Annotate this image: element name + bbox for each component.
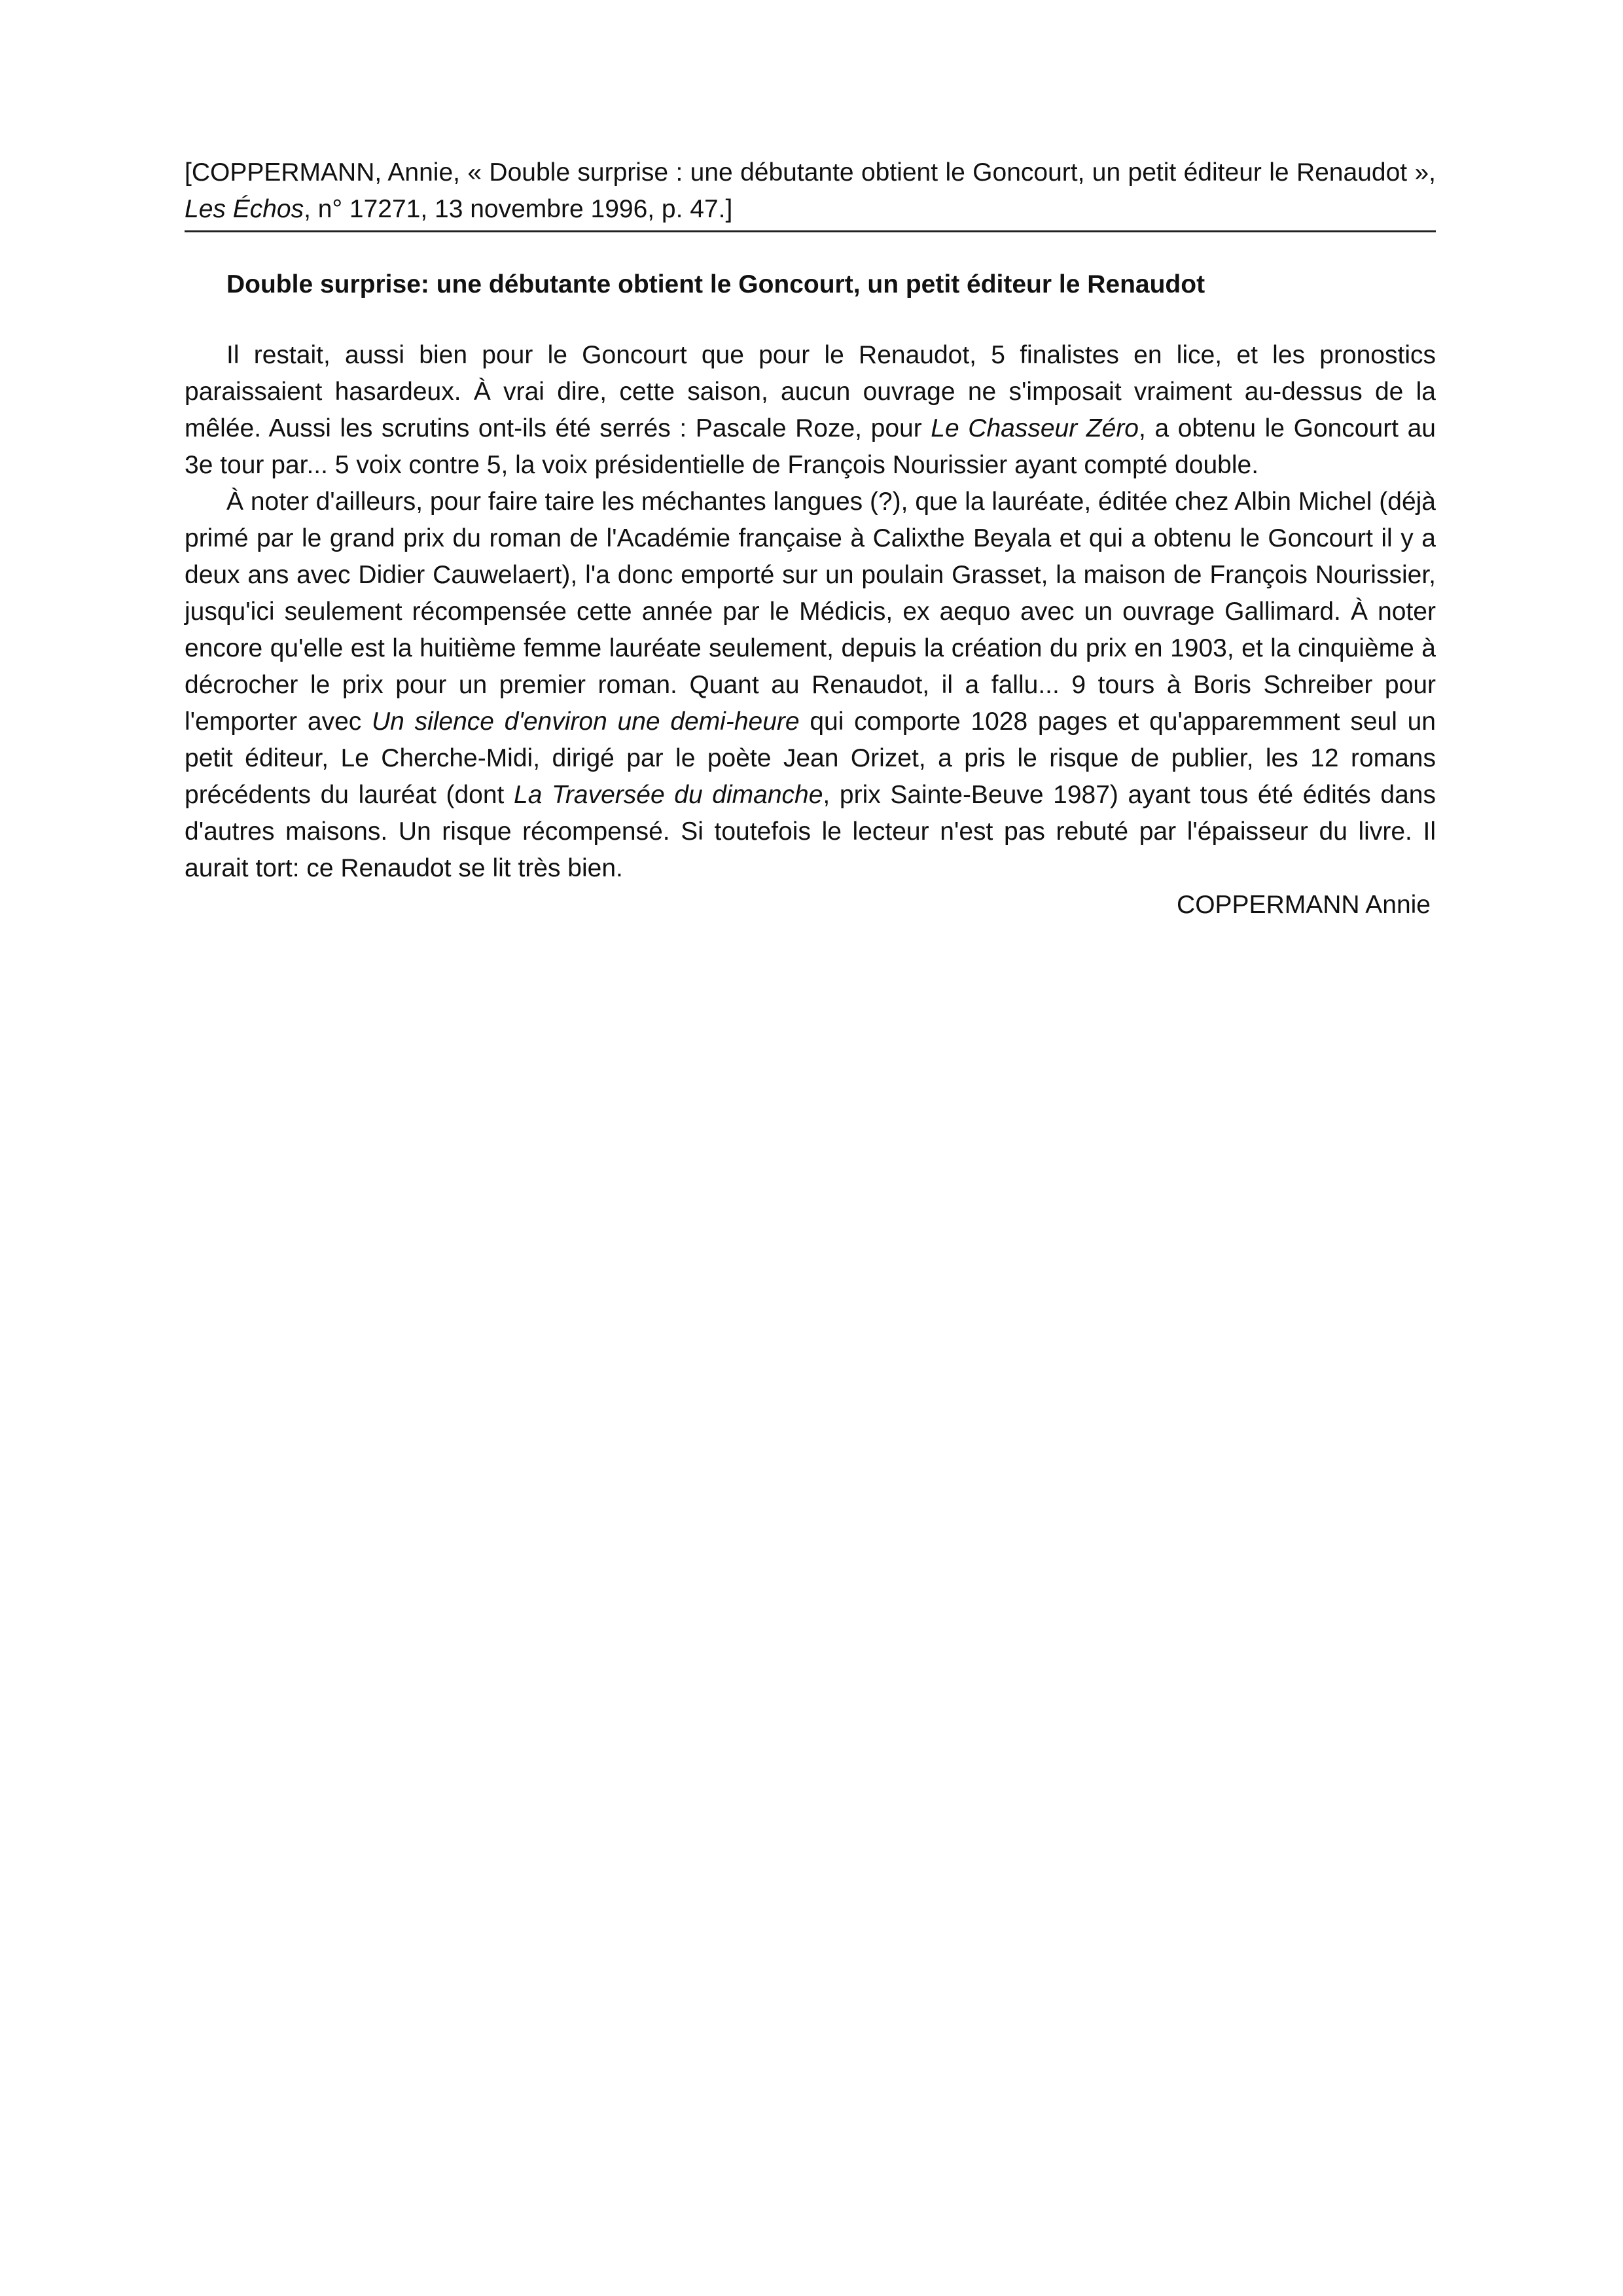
book-title: La Traversée du dimanche	[514, 781, 823, 809]
document-page	[185, 154, 1436, 924]
book-title: Le Chasseur Zéro	[931, 414, 1139, 442]
paragraph-1-text-b: , a obtenu le Goncourt au 3e tour par... 5 voix contre 5, la voix présidentielle de François Nourissier ayant compté double.	[185, 414, 1436, 479]
paragraph-2-text-b: qui comporte 1028 pages et qu'apparemment seul un petit éditeur, Le Cherche-Midi, dirigé par le poète Jean Orizet, a pris le risque de publier, les 12 romans précédents du lauréat (dont	[185, 708, 1436, 809]
citation-text: [COPPERMANN, Annie, « Double surprise : une débutante obtient le Goncourt, un petit éditeur le Renaudot »,	[185, 158, 1436, 187]
citation-header	[185, 154, 1436, 232]
article-title: Double surprise: une débutante obtient le Goncourt, un petit éditeur le Renaudot	[226, 270, 1205, 298]
citation-details: , n° 17271, 13 novembre 1996, p. 47.]	[304, 195, 733, 223]
author-signature: COPPERMANN Annie	[1177, 891, 1431, 919]
article-body	[185, 337, 1436, 887]
paragraph-2	[185, 484, 1436, 887]
book-title: Un silence d'environ une demi-heure	[372, 708, 800, 736]
paragraph-2-text-c: , prix Sainte-Beuve 1987) ayant tous été édités dans d'autres maisons. Un risque récompensé. Si toutefois le lecteur n'est pas rebuté par l'épaisseur du livre. Il aurait tort: ce Renaudot se lit très bien.	[185, 781, 1436, 882]
paragraph-1-text-a: Il restait, aussi bien pour le Goncourt que pour le Renaudot, 5 finalistes en lice, et les pronostics paraissaient hasardeux. À vrai dire, cette saison, aucun ouvrage ne s'imposait vraiment au-dessus de la mêlée. Aussi les scrutins ont-ils été serrés : Pascale Roze, pour	[185, 341, 1436, 442]
paragraph-1	[185, 337, 1436, 484]
citation-journal: Les Échos	[185, 195, 304, 223]
paragraph-2-text-a: À noter d'ailleurs, pour faire taire les méchantes langues (?), que la lauréate, éditée chez Albin Michel (déjà primé par le grand prix du roman de l'Académie française à Calixthe Beyala et qui a obtenu le Goncourt il y a deux ans avec Didier Cauwelaert), l'a donc emporté sur un poulain Grasset, la maison de François Nourissier, jusqu'ici seulement récompensée cette année par le Médicis, ex aequo avec un ouvrage Gallimard. À noter encore qu'elle est la huitième femme lauréate seulement, depuis la création du prix en 1903, et la cinquième à décrocher le prix pour un premier roman. Quant au Renaudot, il a fallu... 9 tours à Boris Schreiber pour l'emporter avec	[185, 488, 1436, 736]
